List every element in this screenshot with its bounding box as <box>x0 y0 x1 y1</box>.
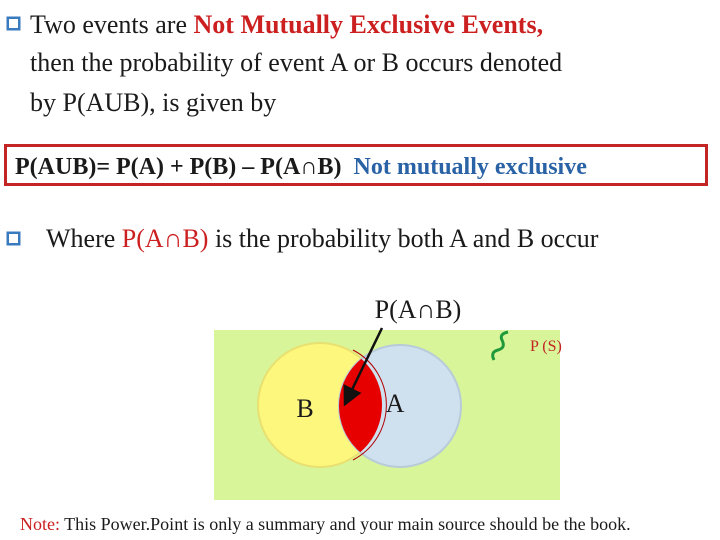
set-a-label: A <box>385 389 405 418</box>
where-highlight: P(A∩B) <box>121 224 209 253</box>
formula-label: Not mutually exclusive <box>353 154 587 180</box>
intro-highlight: Not Mutually Exclusive Events, <box>193 10 544 39</box>
checkbox-bullet-icon <box>6 231 21 246</box>
note-text: This Power.Point is only a summary and your main source should be the book. <box>60 514 631 534</box>
intro-prefix: Two events are <box>30 10 194 39</box>
venn-diagram <box>0 280 720 510</box>
sample-space-label: P (S) <box>530 338 562 355</box>
where-prefix: Where <box>46 224 122 253</box>
intro-line-2: then the probability of event A or B occurs denoted <box>30 48 563 77</box>
formula-expression: P(AUB)= P(A) + P(B) – P(A∩B) <box>15 154 342 180</box>
where-line <box>0 222 720 256</box>
checkbox-bullet-icon <box>6 16 21 31</box>
where-suffix: is the probability both A and B occur <box>208 224 599 253</box>
set-b-label: B <box>296 394 314 423</box>
intro-line-1 <box>0 10 720 40</box>
intro-line-3: by P(AUB), is given by <box>30 88 277 117</box>
note-label: Note: <box>20 514 60 534</box>
footer-note <box>20 512 631 536</box>
formula-box <box>4 144 708 186</box>
intersection-label: P(A∩B) <box>374 295 462 324</box>
